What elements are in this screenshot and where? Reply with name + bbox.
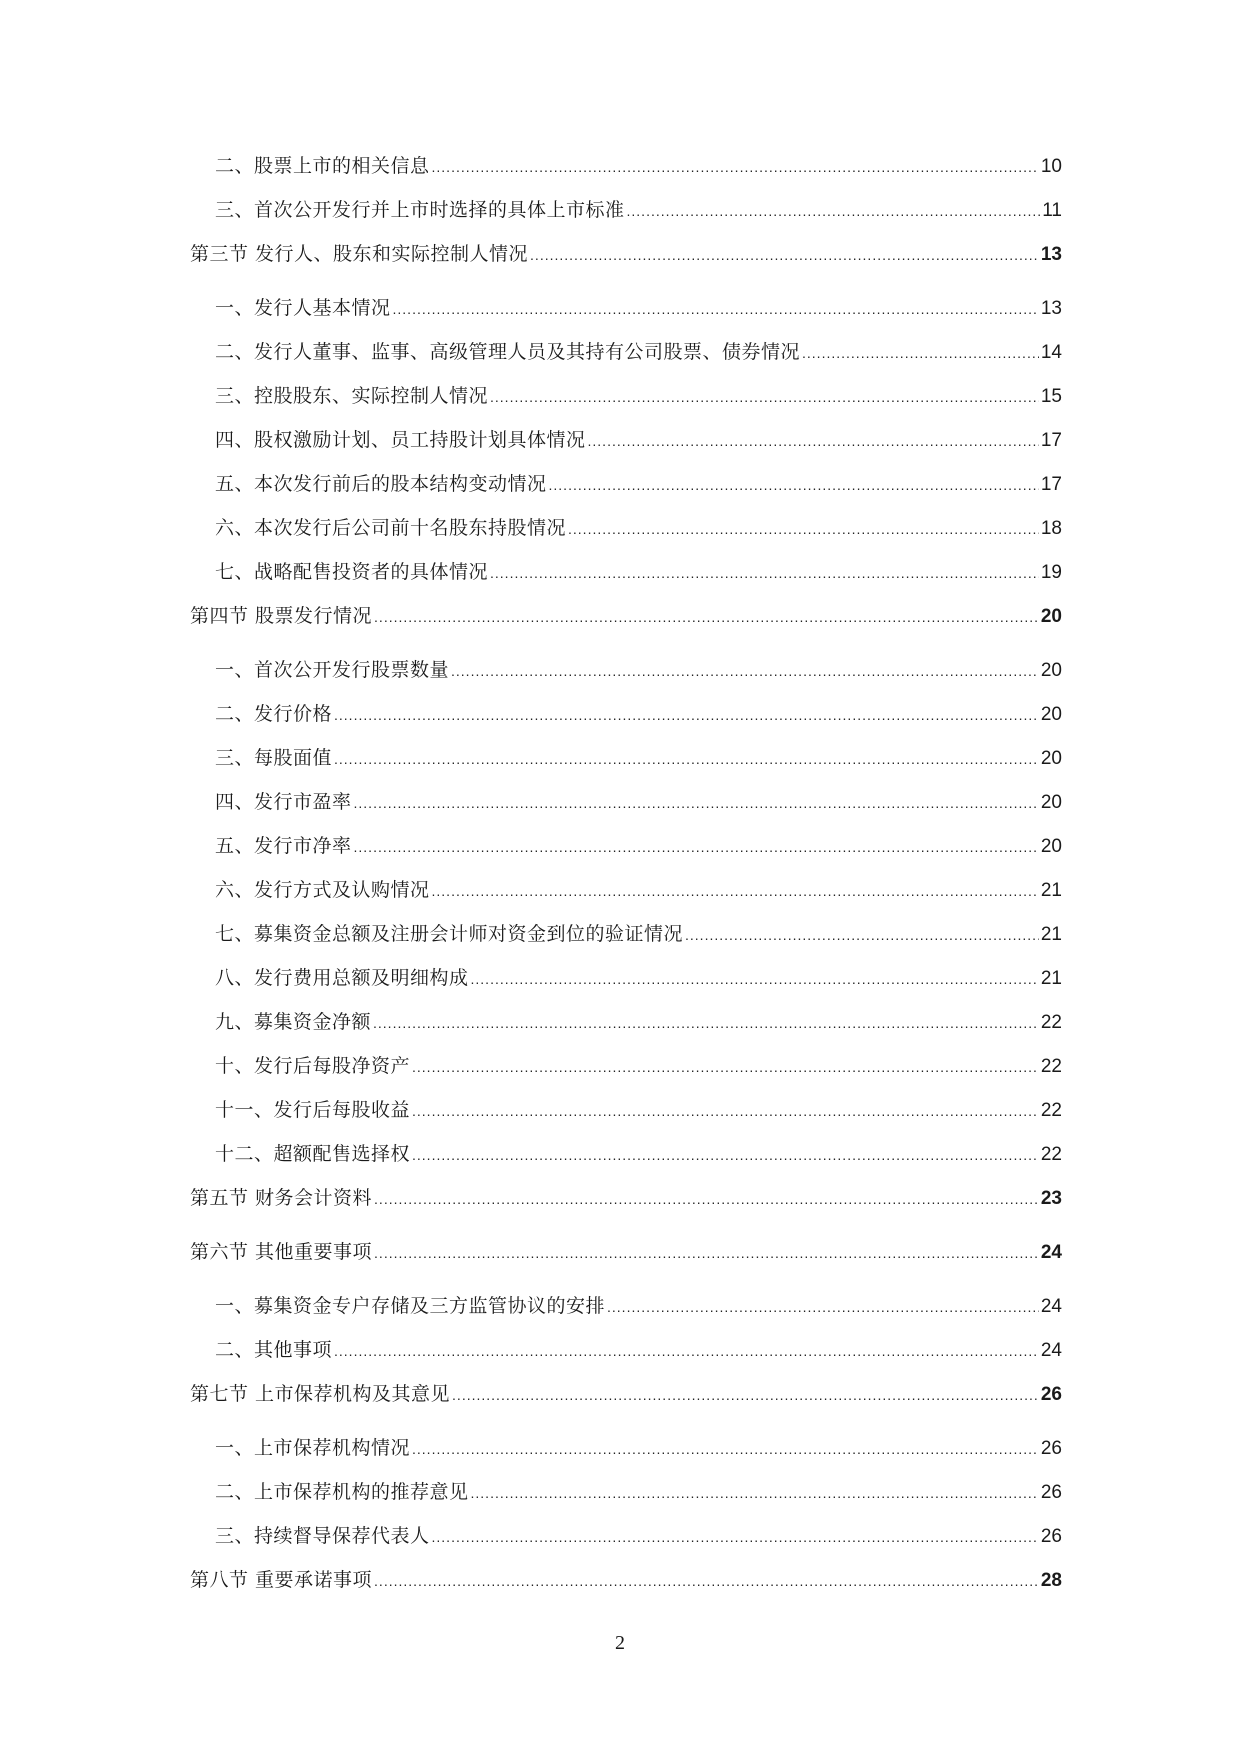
toc-entry-page-number: 22 — [1040, 1012, 1062, 1033]
toc-dot-leader — [412, 1045, 1039, 1089]
toc-entry-page-number: 26 — [1040, 1526, 1062, 1547]
toc-subsection-entry[interactable] — [190, 956, 1062, 1000]
toc-entry-title: 二、发行价格 — [215, 703, 333, 725]
toc-entry-title: 七、募集资金总额及注册会计师对资金到位的验证情况 — [215, 923, 684, 945]
toc-entry-page-number: 20 — [1040, 836, 1062, 857]
toc-dot-leader — [334, 737, 1039, 781]
toc-entry-title: 十二、超额配售选择权 — [215, 1143, 411, 1165]
toc-dot-leader — [334, 1329, 1039, 1373]
toc-subsection-entry[interactable] — [190, 462, 1062, 506]
toc-entry-page-number: 24 — [1040, 1340, 1062, 1361]
toc-dot-leader — [354, 781, 1039, 825]
toc-entry-page-number: 28 — [1040, 1570, 1062, 1591]
toc-dot-leader — [432, 869, 1039, 913]
toc-section-entry[interactable] — [190, 1176, 1062, 1230]
toc-dot-leader — [607, 1285, 1039, 1329]
toc-entry-title: 一、上市保荐机构情况 — [215, 1437, 411, 1459]
toc-subsection-entry[interactable] — [190, 1044, 1062, 1088]
toc-dot-leader — [490, 551, 1039, 595]
toc-entry-page-number: 19 — [1040, 562, 1062, 583]
toc-subsection-entry[interactable] — [190, 1284, 1062, 1328]
toc-dot-leader — [432, 1515, 1039, 1559]
toc-section-entry[interactable] — [190, 1558, 1062, 1612]
toc-entry-page-number: 26 — [1040, 1384, 1062, 1405]
toc-entry-title: 十一、发行后每股收益 — [215, 1099, 411, 1121]
toc-dot-leader — [393, 287, 1039, 331]
toc-entry-page-number: 15 — [1040, 386, 1062, 407]
toc-subsection-entry[interactable] — [190, 286, 1062, 330]
toc-entry-page-number: 10 — [1040, 156, 1062, 177]
toc-dot-leader — [374, 595, 1039, 639]
toc-entry-title: 一、发行人基本情况 — [215, 297, 391, 319]
toc-dot-leader — [412, 1089, 1039, 1133]
toc-entry-page-number: 24 — [1040, 1296, 1062, 1317]
toc-entry-title: 第四节 股票发行情况 — [190, 605, 373, 627]
toc-dot-leader — [432, 145, 1039, 189]
toc-entry-title: 第五节 财务会计资料 — [190, 1187, 373, 1209]
toc-entry-title: 六、发行方式及认购情况 — [215, 879, 430, 901]
toc-entry-title: 三、持续督导保荐代表人 — [215, 1525, 430, 1547]
toc-entry-page-number: 26 — [1040, 1482, 1062, 1503]
toc-subsection-entry[interactable] — [190, 374, 1062, 418]
toc-entry-title: 第六节 其他重要事项 — [190, 1241, 373, 1263]
toc-entry-title: 一、首次公开发行股票数量 — [215, 659, 450, 681]
toc-subsection-entry[interactable] — [190, 648, 1062, 692]
toc-entry-title: 三、每股面值 — [215, 747, 333, 769]
toc-entry-page-number: 18 — [1040, 518, 1062, 539]
toc-subsection-entry[interactable] — [190, 912, 1062, 956]
toc-dot-leader — [412, 1133, 1039, 1177]
toc-dot-leader — [374, 1177, 1039, 1221]
toc-entry-page-number: 14 — [1040, 342, 1062, 363]
toc-entry-page-number: 21 — [1040, 968, 1062, 989]
toc-dot-leader — [373, 1001, 1039, 1045]
toc-subsection-entry[interactable] — [190, 144, 1062, 188]
toc-entry-title: 六、本次发行后公司前十名股东持股情况 — [215, 517, 567, 539]
toc-subsection-entry[interactable] — [190, 550, 1062, 594]
toc-dot-leader — [471, 957, 1039, 1001]
toc-dot-leader — [802, 331, 1039, 375]
toc-entry-page-number: 13 — [1040, 298, 1062, 319]
toc-entry-title: 第七节 上市保荐机构及其意见 — [190, 1383, 451, 1405]
toc-entry-page-number: 20 — [1040, 660, 1062, 681]
toc-entry-title: 五、发行市净率 — [215, 835, 352, 857]
toc-entry-title: 一、募集资金专户存储及三方监管协议的安排 — [215, 1295, 606, 1317]
toc-entry-page-number: 11 — [1042, 200, 1062, 221]
toc-subsection-entry[interactable] — [190, 1000, 1062, 1044]
toc-entry-title: 三、首次公开发行并上市时选择的具体上市标准 — [215, 199, 625, 221]
toc-entry-page-number: 20 — [1040, 792, 1062, 813]
toc-dot-leader — [568, 507, 1039, 551]
toc-entry-title: 十、发行后每股净资产 — [215, 1055, 411, 1077]
toc-entry-title: 五、本次发行前后的股本结构变动情况 — [215, 473, 547, 495]
toc-dot-leader — [685, 913, 1039, 957]
toc-dot-leader — [374, 1559, 1039, 1603]
toc-subsection-entry[interactable] — [190, 1328, 1062, 1372]
toc-subsection-entry[interactable] — [190, 1470, 1062, 1514]
toc-section-entry[interactable] — [190, 1230, 1062, 1284]
toc-entry-title: 二、上市保荐机构的推荐意见 — [215, 1481, 469, 1503]
toc-subsection-entry[interactable] — [190, 780, 1062, 824]
toc-entry-title: 三、控股股东、实际控制人情况 — [215, 385, 489, 407]
toc-entry-page-number: 21 — [1040, 924, 1062, 945]
toc-entry-title: 第八节 重要承诺事项 — [190, 1569, 373, 1591]
toc-dot-leader — [549, 463, 1039, 507]
toc-section-entry[interactable] — [190, 594, 1062, 648]
toc-subsection-entry[interactable] — [190, 1088, 1062, 1132]
toc-entry-page-number: 24 — [1040, 1242, 1062, 1263]
toc-subsection-entry[interactable] — [190, 506, 1062, 550]
toc-subsection-entry[interactable] — [190, 330, 1062, 374]
toc-subsection-entry[interactable] — [190, 418, 1062, 462]
page-number: 2 — [615, 1632, 625, 1654]
toc-dot-leader — [452, 1373, 1039, 1417]
toc-subsection-entry[interactable] — [190, 1132, 1062, 1176]
toc-dot-leader — [471, 1471, 1039, 1515]
toc-entry-title: 二、股票上市的相关信息 — [215, 155, 430, 177]
toc-entry-page-number: 23 — [1040, 1188, 1062, 1209]
toc-entry-page-number: 17 — [1040, 474, 1062, 495]
toc-subsection-entry[interactable] — [190, 868, 1062, 912]
toc-entry-page-number: 22 — [1040, 1056, 1062, 1077]
toc-entry-page-number: 20 — [1040, 748, 1062, 769]
toc-dot-leader — [451, 649, 1039, 693]
toc-entry-page-number: 21 — [1040, 880, 1062, 901]
toc-section-entry[interactable] — [190, 1372, 1062, 1426]
toc-dot-leader — [588, 419, 1039, 463]
toc-dot-leader — [354, 825, 1039, 869]
toc-subsection-entry[interactable] — [190, 1426, 1062, 1470]
toc-entry-title: 八、发行费用总额及明细构成 — [215, 967, 469, 989]
toc-entry-page-number: 26 — [1040, 1438, 1062, 1459]
toc-dot-leader — [490, 375, 1039, 419]
toc-section-entry[interactable] — [190, 232, 1062, 286]
toc-dot-leader — [530, 233, 1039, 277]
toc-subsection-entry[interactable] — [190, 692, 1062, 736]
toc-dot-leader — [627, 189, 1041, 233]
toc-entry-title: 二、发行人董事、监事、高级管理人员及其持有公司股票、债券情况 — [215, 341, 801, 363]
toc-entry-page-number: 20 — [1040, 606, 1062, 627]
toc-subsection-entry[interactable] — [190, 824, 1062, 868]
toc-entry-page-number: 22 — [1040, 1144, 1062, 1165]
toc-entry-page-number: 20 — [1040, 704, 1062, 725]
toc-entry-title: 第三节 发行人、股东和实际控制人情况 — [190, 243, 529, 265]
toc-entry-title: 二、其他事项 — [215, 1339, 333, 1361]
toc-entry-title: 九、募集资金净额 — [215, 1011, 372, 1033]
toc-entry-page-number: 22 — [1040, 1100, 1062, 1121]
toc-dot-leader — [412, 1427, 1039, 1471]
toc-dot-leader — [334, 693, 1039, 737]
toc-entry-page-number: 17 — [1040, 430, 1062, 451]
toc-subsection-entry[interactable] — [190, 188, 1062, 232]
toc-subsection-entry[interactable] — [190, 1514, 1062, 1558]
toc-entry-title: 四、股权激励计划、员工持股计划具体情况 — [215, 429, 586, 451]
table-of-contents — [190, 144, 1062, 1612]
toc-dot-leader — [374, 1231, 1039, 1275]
toc-entry-title: 四、发行市盈率 — [215, 791, 352, 813]
toc-entry-title: 七、战略配售投资者的具体情况 — [215, 561, 489, 583]
toc-entry-page-number: 13 — [1040, 244, 1062, 265]
toc-subsection-entry[interactable] — [190, 736, 1062, 780]
